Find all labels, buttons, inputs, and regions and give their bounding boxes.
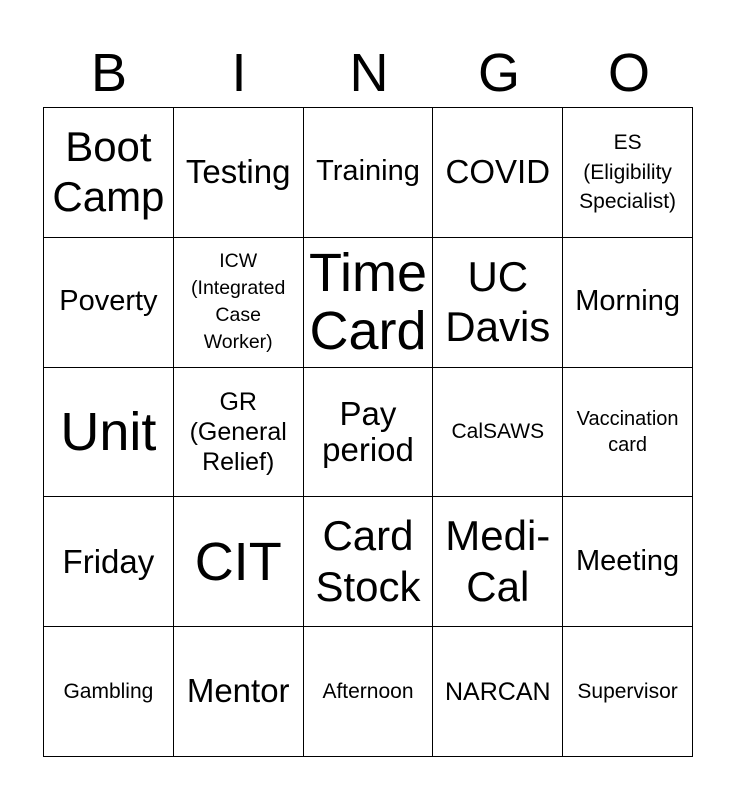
cell-text: Testing	[185, 153, 291, 191]
cell-text: Gambling	[63, 679, 154, 703]
bingo-cell[interactable]	[433, 238, 563, 368]
header-letter-b: B	[90, 43, 128, 103]
bingo-cell[interactable]	[563, 627, 693, 757]
header-letter-o: O	[607, 43, 650, 103]
cell-text: GR (General Relief)	[189, 387, 287, 476]
cell-text: CIT	[194, 531, 282, 592]
cell-text: Card Stock	[315, 512, 421, 610]
bingo-cell[interactable]	[304, 108, 434, 238]
bingo-cell[interactable]	[304, 238, 434, 368]
cell-text: UC Davis	[445, 252, 551, 351]
cell-text: COVID	[445, 153, 551, 191]
bingo-cell[interactable]	[174, 238, 304, 368]
bingo-cell[interactable]	[174, 497, 304, 627]
cell-text: ICW (Integrated Case Worker)	[191, 250, 286, 354]
header-letter-g: G	[477, 43, 520, 103]
bingo-cell[interactable]	[433, 368, 563, 498]
bingo-cell[interactable]	[433, 497, 563, 627]
bingo-cell[interactable]	[174, 368, 304, 498]
bingo-grid	[43, 107, 693, 757]
bingo-cell[interactable]	[174, 627, 304, 757]
bingo-cell[interactable]	[304, 368, 434, 498]
bingo-cell[interactable]	[304, 497, 434, 627]
cell-text: ES (Eligibility Specialist)	[579, 131, 677, 214]
cell-text: Friday	[62, 542, 155, 580]
bingo-cell[interactable]	[433, 627, 563, 757]
cell-text: NARCAN	[445, 677, 551, 706]
cell-text: Medi- Cal	[445, 512, 551, 610]
bingo-cell[interactable]	[44, 238, 174, 368]
cell-text: Supervisor	[577, 679, 678, 703]
cell-text: Morning	[575, 285, 680, 318]
bingo-cell[interactable]	[563, 368, 693, 498]
bingo-cell[interactable]	[563, 497, 693, 627]
cell-text: Meeting	[576, 544, 680, 577]
cell-text: Time Card	[308, 242, 427, 362]
bingo-cell[interactable]	[174, 108, 304, 238]
bingo-cell[interactable]	[304, 627, 434, 757]
header-letter-i: I	[231, 43, 247, 103]
header-letter-n: N	[349, 43, 389, 103]
bingo-cell[interactable]	[44, 108, 174, 238]
bingo-cell[interactable]	[433, 108, 563, 238]
bingo-header	[44, 40, 694, 106]
bingo-cell[interactable]	[563, 108, 693, 238]
cell-text: Pay period	[322, 394, 414, 468]
cell-text: CalSAWS	[451, 420, 545, 444]
cell-text: Vaccination card	[576, 407, 679, 456]
cell-text: Training	[316, 155, 420, 188]
cell-text: Mentor	[186, 672, 290, 710]
cell-text: Boot Camp	[52, 123, 165, 221]
bingo-cell[interactable]	[44, 627, 174, 757]
cell-text: Poverty	[59, 285, 158, 318]
cell-text: Unit	[60, 401, 157, 462]
bingo-cell[interactable]	[563, 238, 693, 368]
bingo-cell[interactable]	[44, 368, 174, 498]
bingo-cell[interactable]	[44, 497, 174, 627]
cell-text: Afternoon	[322, 679, 414, 703]
